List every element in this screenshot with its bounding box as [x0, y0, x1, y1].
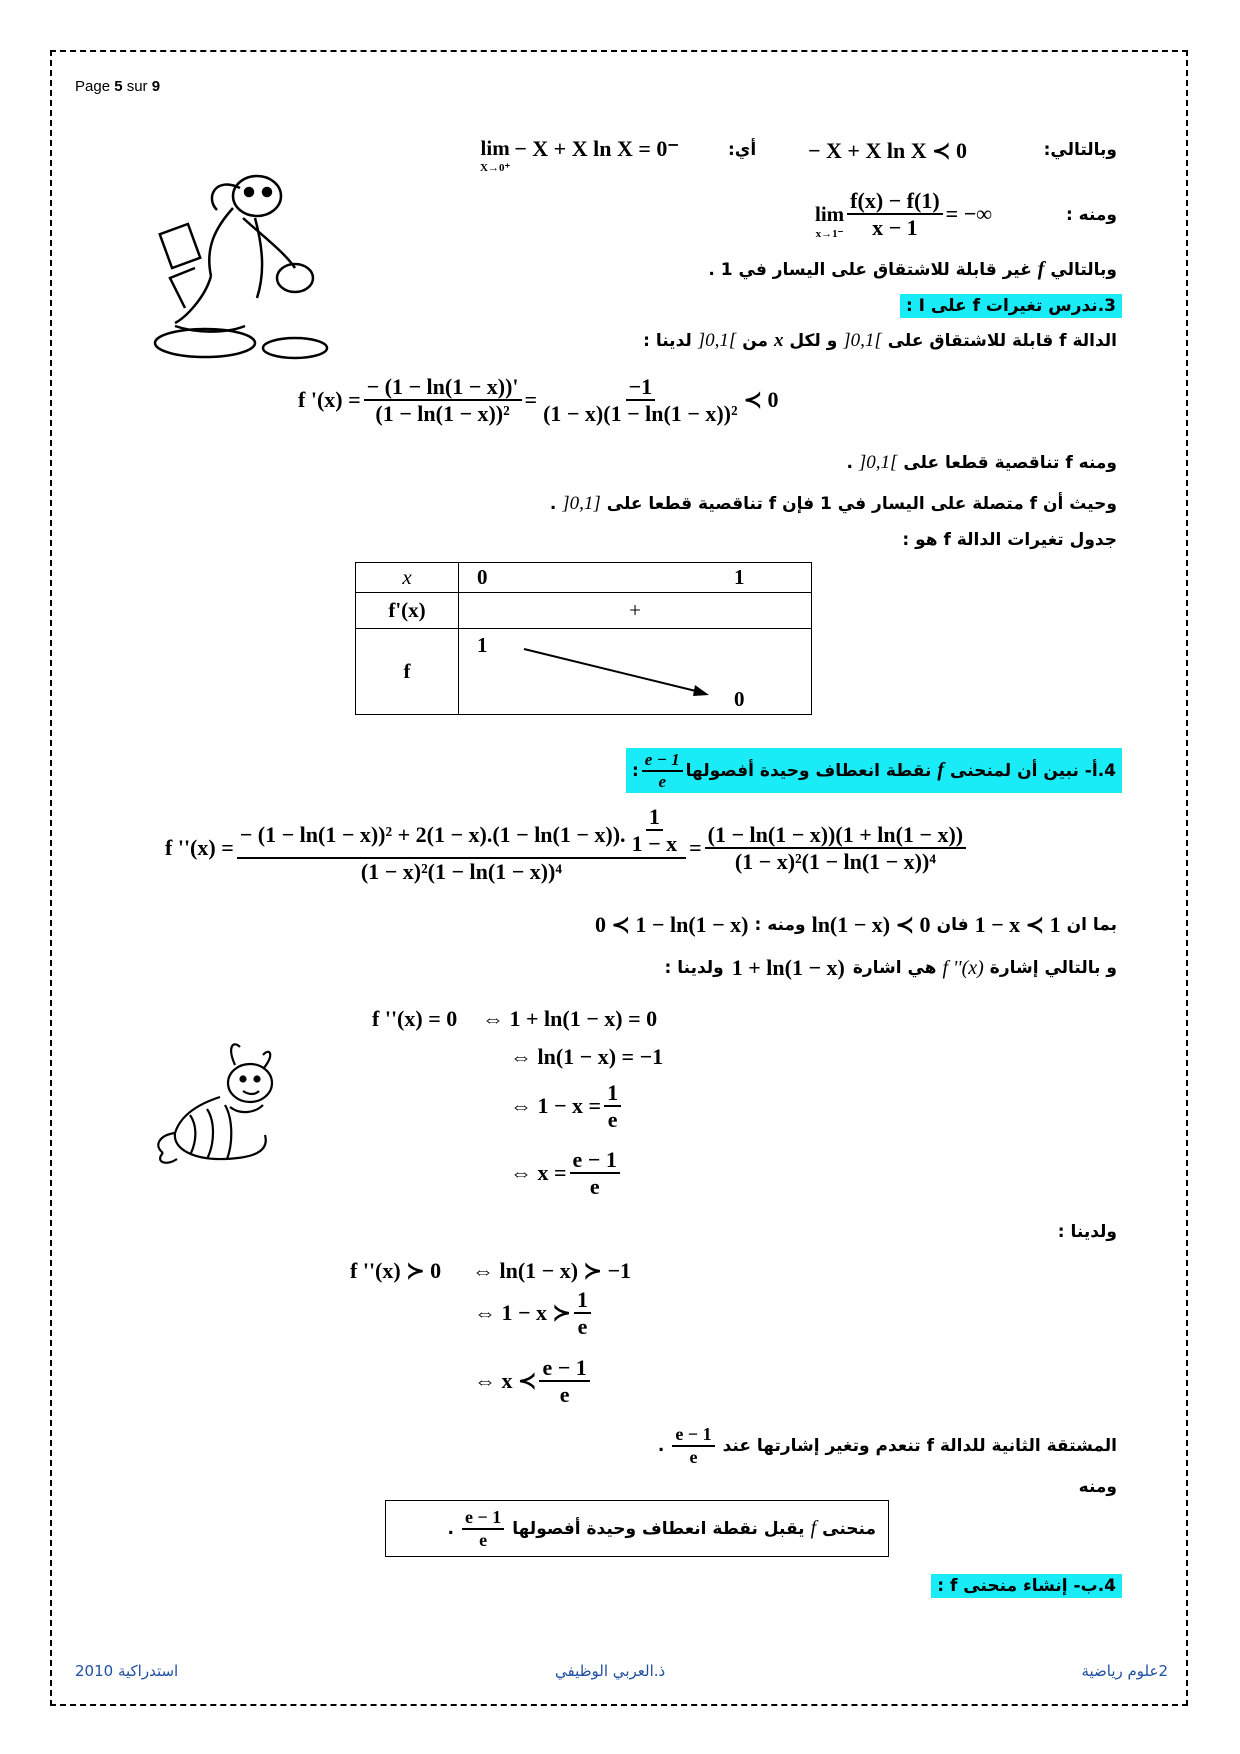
since-e: ومنه : [754, 915, 806, 935]
footer-left: استدراكية 2010 [75, 1662, 179, 1680]
fp-num-2: −1 [626, 374, 656, 401]
table-derivative-sign: + [459, 593, 812, 629]
page-prefix: Page [75, 78, 115, 95]
limit-result-2: = −∞ [945, 201, 992, 227]
table-x-value-1: 1 [734, 565, 745, 589]
fp-tail: ≺ 0 [743, 387, 779, 413]
fpp-inner-num: 1 [646, 804, 663, 831]
fpp-num-2: (1 − ln(1 − x))(1 + ln(1 − x)) [705, 822, 966, 849]
box-frac [462, 1507, 504, 1550]
ineq-3-den: e [559, 1382, 570, 1408]
first-derivative-formula [298, 374, 779, 427]
s3-line-3 [550, 493, 1117, 515]
fpp-den-2: (1 − x)²(1 − ln(1 − x))⁴ [734, 848, 936, 874]
table-function-top-value: 1 [477, 633, 488, 657]
eq-1-rhs: ⇔ 1 + ln(1 − x) = 0 [482, 1006, 658, 1031]
second-a: المشتقة الثانية للدالة f تنعدم وتغير إشارتها عند [722, 1435, 1117, 1456]
eq-4-num: e − 1 [570, 1147, 620, 1174]
second-frac [672, 1424, 714, 1467]
ineq-3-num: e − 1 [539, 1355, 589, 1382]
fp-eq: = [524, 387, 538, 413]
decreasing-arrow [519, 641, 719, 701]
table-derivative-label: f'(x) [356, 593, 459, 629]
section-4a-title-highlight [626, 748, 1122, 793]
fpp-frac-1 [237, 804, 686, 884]
limit-den-2: x − 1 [872, 215, 918, 241]
s3l1-a: الدالة f قابلة للاشتقاق على [887, 331, 1117, 351]
s4a-b: نقطة انعطاف وحيدة أفصولها [685, 760, 932, 781]
page-current: 5 [114, 78, 123, 95]
since-d: ln(1 − x) ≺ 0 [811, 912, 931, 937]
since-f: 0 ≺ 1 − ln(1 − x) [595, 912, 749, 937]
footer-center: ذ.العربي الوظيفي [555, 1662, 666, 1680]
s3l1-int1: ]0,1[ [843, 330, 882, 351]
table-x-label: x [356, 563, 459, 593]
s4a-c: : [631, 760, 639, 781]
fpp-den-1: (1 − x)²(1 − ln(1 − x))⁴ [360, 858, 562, 884]
ineq-3-a: ⇔ x ≺ [474, 1368, 537, 1394]
limit-expression-2 [815, 188, 992, 241]
limit-num-2: f(x) − f(1) [847, 188, 943, 215]
line-hence-label: ومنه : [1065, 205, 1117, 225]
s3l2-a: ومنه f تناقصية قطعا على [903, 453, 1117, 473]
s3l1-b: و لكل [789, 331, 838, 351]
since-c: فان [936, 915, 969, 935]
table-function-bottom-value: 0 [734, 687, 745, 711]
sign-e: ولدينا : [664, 958, 724, 978]
fpp-num-a: − (1 − ln(1 − x))² + 2(1 − x).(1 − ln(1 − x)). [239, 821, 626, 847]
fpp-inner-frac [629, 804, 681, 857]
eq-4-frac [570, 1147, 620, 1200]
s4a-f: f [937, 759, 945, 782]
sign-a: و بالتالي إشارة [989, 958, 1117, 978]
lim-sub-1: X→0⁺ [480, 162, 511, 174]
table-x-value-0: 0 [477, 565, 488, 589]
piglet-cartoon-illustration [145, 1035, 290, 1185]
second-derivative-formula [165, 804, 969, 884]
lim-expr-1: − X + X ln X = 0⁻ [514, 136, 679, 161]
conclusion-box [385, 1500, 889, 1557]
limit-expression-1 [480, 136, 679, 174]
box-c: . [447, 1518, 454, 1539]
fp-frac-1 [364, 374, 522, 427]
since-line [589, 912, 1117, 938]
we-have-label: ولدينا : [1057, 1222, 1117, 1242]
s3-line-2 [846, 452, 1117, 474]
box-b: يقبل نقطة انعطاف وحيدة أفصولها [512, 1518, 805, 1539]
l3-text-a: وبالتالي [1050, 260, 1117, 280]
sign-d: 1 + ln(1 − x) [731, 955, 845, 980]
s3l2-b: . [846, 453, 853, 473]
eq-4-den: e [589, 1174, 600, 1200]
ineq-2-frac [574, 1287, 591, 1340]
s3l1-d: لدينا : [643, 331, 692, 351]
box-num: e − 1 [462, 1507, 504, 1530]
lim-text-1: lim [480, 136, 510, 160]
section-3-title [900, 296, 1122, 316]
page-mid: sur [122, 78, 152, 95]
second-den: e [689, 1446, 698, 1467]
box-a: منحنى [822, 1518, 876, 1539]
ineq-2 [474, 1287, 594, 1340]
sign-line [665, 955, 1117, 981]
eq-1-lhs: f ''(x) = 0 [372, 1006, 458, 1031]
goofy-cartoon-illustration [145, 158, 330, 368]
s3-line-4: جدول تغيرات الدالة f هو : [902, 530, 1117, 550]
second-derivative-conclusion [658, 1424, 1117, 1467]
eq-3 [510, 1080, 624, 1133]
box-f: f [810, 1517, 817, 1540]
s3-line-1 [643, 330, 1117, 352]
limit-operator-2 [815, 202, 844, 240]
eq-3-frac [604, 1080, 621, 1133]
eq-3-a: ⇔ 1 − x = [510, 1093, 602, 1119]
section-4b-title-text: 4.ب- إنشاء منحنى f : [931, 1574, 1122, 1598]
table-x-values [459, 563, 812, 593]
s3l1-c: من [742, 331, 769, 351]
ineq-2-den: e [577, 1314, 588, 1340]
ineq-2-a: ⇔ 1 − x ≻ [474, 1300, 571, 1326]
eq-3-num: 1 [604, 1080, 621, 1107]
page-total: 9 [151, 78, 161, 95]
footer-right: 2علوم رياضية [1081, 1662, 1168, 1680]
since-a: بما ان [1066, 915, 1117, 935]
fpp-inner-den: 1 − x [631, 831, 678, 857]
limit-operator-1 [480, 136, 510, 174]
since-b: 1 − x ≺ 1 [974, 912, 1061, 937]
s3l3-a: وحيث أن f متصلة على اليسار في 1 فإن f تناقصية قطعا على [606, 494, 1117, 514]
s3l2-int: ]0,1[ [858, 452, 898, 473]
fp-frac-2 [540, 374, 741, 427]
sign-b: f ''(x) [942, 956, 984, 979]
page-number [75, 78, 160, 95]
sign-c: هي اشارة [852, 958, 937, 978]
section-4a-title [626, 748, 1122, 793]
limit-fraction-2 [847, 188, 943, 241]
lim-text-2: lim [815, 202, 845, 227]
table-function-variation [459, 629, 812, 715]
ineq-3 [474, 1355, 593, 1408]
eq-4 [510, 1147, 623, 1200]
ineq-2-num: 1 [574, 1287, 591, 1314]
section-3-title-text: 3.ندرس تغيرات f على I : [900, 294, 1122, 318]
s3l1-int2: ]0,1[ [697, 330, 737, 351]
variation-table [355, 562, 812, 715]
fpp-eq: = [689, 834, 702, 860]
fpp-lhs: f ''(x) = [165, 834, 234, 860]
s3l3-int: [0,1[ [562, 493, 601, 514]
s4a-frac [642, 750, 683, 791]
lim-sub-2: x→1⁻ [815, 228, 844, 241]
fpp-num-1 [237, 804, 686, 859]
line-ay-label: أي: [728, 140, 757, 160]
ineq-3-frac [539, 1355, 589, 1408]
line-therefore-label: وبالتالي: [1043, 140, 1117, 160]
l3-f: f [1037, 258, 1045, 280]
box-den: e [479, 1529, 488, 1550]
ineq-1-lhs: f ''(x) ≻ 0 [350, 1258, 442, 1283]
s4a-den: e [658, 771, 666, 791]
fp-num-1: − (1 − ln(1 − x))' [364, 374, 522, 401]
s3l3-b: . [549, 494, 557, 514]
line-not-differentiable [708, 258, 1117, 281]
s3l1-x: x [773, 330, 784, 351]
eq-4-a: ⇔ x = [510, 1160, 567, 1186]
s4a-num: e − 1 [642, 750, 683, 772]
fpp-frac-2 [705, 822, 966, 875]
table-row-x [356, 563, 812, 593]
hence-label-2: ومنه [1078, 1477, 1117, 1497]
second-b: . [657, 1435, 665, 1456]
line-ineq: − X + X ln X ≺ 0 [808, 138, 968, 163]
eq-2: ⇔ ln(1 − x) = −1 [510, 1044, 664, 1069]
eq-3-den: e [607, 1107, 618, 1133]
table-row-derivative [356, 593, 812, 629]
second-num: e − 1 [672, 1424, 714, 1447]
fp-den-2: (1 − x)(1 − ln(1 − x))² [543, 401, 738, 427]
l3-text-b: غير قابلة للاشتقاق على اليسار في 1 . [708, 260, 1032, 280]
s4a-a: 4.أ- نبين أن لمنحنى [950, 760, 1116, 781]
table-function-label: f [356, 629, 459, 715]
fp-lhs: f '(x) = [298, 387, 361, 413]
table-row-function [356, 629, 812, 715]
conclusion-text [447, 1507, 876, 1550]
ineq-1-rhs: ⇔ ln(1 − x) ≻ −1 [472, 1258, 632, 1283]
fp-den-1: (1 − ln(1 − x))² [375, 401, 510, 427]
section-4b-title [931, 1576, 1122, 1596]
